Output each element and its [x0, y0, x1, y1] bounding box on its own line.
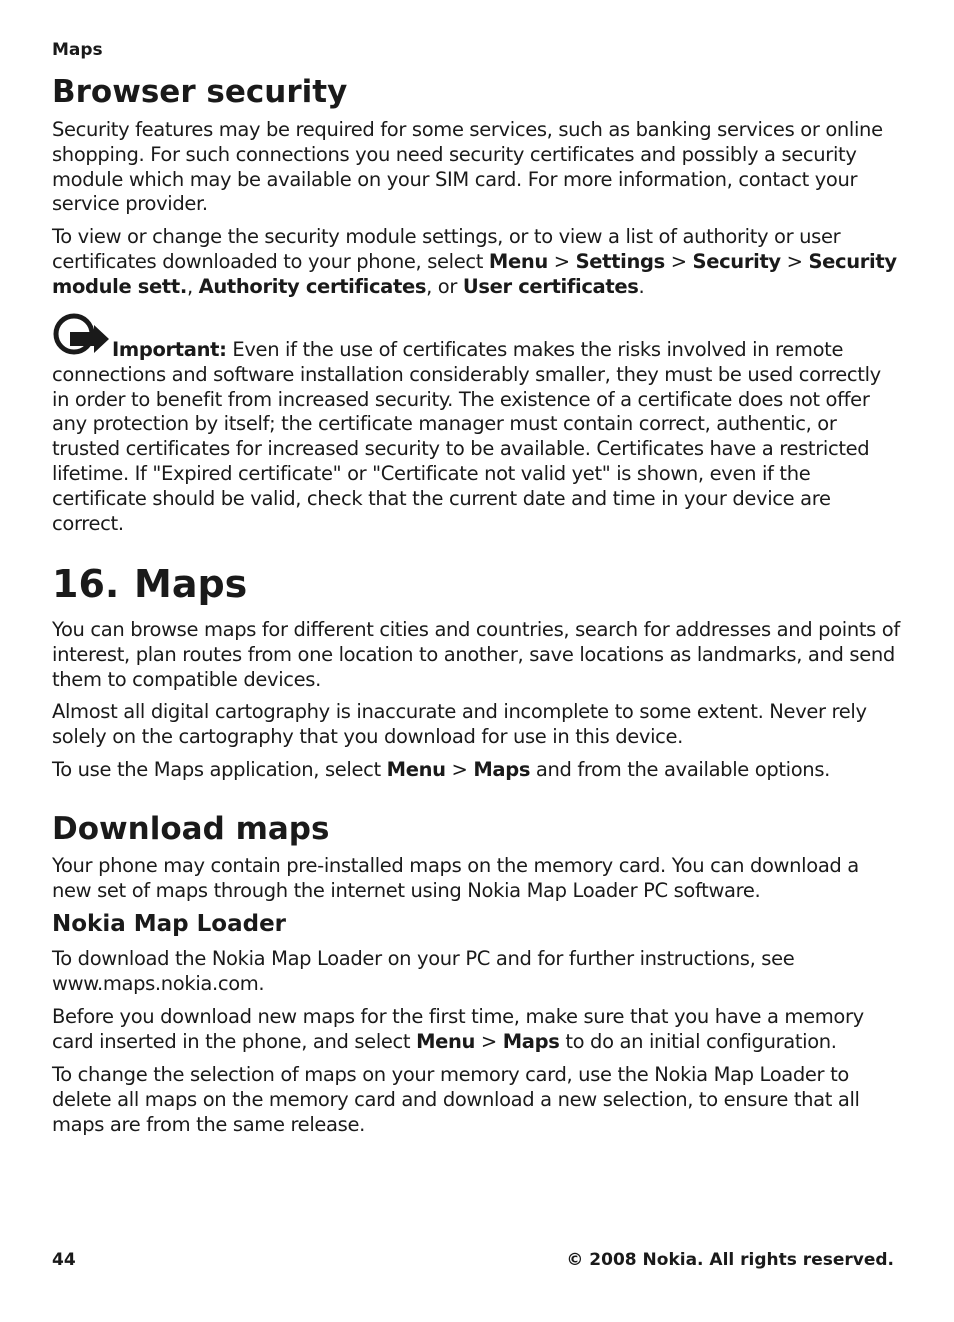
important-label: Important:: [112, 338, 227, 361]
section-heading-browser-security: Browser security: [52, 74, 348, 110]
important-note: Important: Even if the use of certificates makes the risks involved in remote connections and software installation considerably smaller, they must be used correctly in order to benefit from increased security. The existence of a certificate does not offer any protection by itself; the certificate manager must contain correct, authentic, or trusted certificates for increased security to be available. Certificates have a restricted lifetime. If "Expired certificate" or "Certificate not valid yet" is shown, even if the certificate should be valid, check that the current date and time in your device are correct.: [52, 338, 881, 535]
chapter-name: Maps: [134, 562, 248, 606]
chapter-number: 16.: [52, 562, 120, 606]
map-loader-paragraph-1: To download the Nokia Map Loader on your PC and for further instructions, see www.maps.nokia.com.: [52, 947, 795, 995]
maps-paragraph-2: Almost all digital cartography is inaccurate and incomplete to some extent. Never rely solely on the cartography that you download for use in this device.: [52, 700, 867, 748]
map-loader-paragraph-2: Before you download new maps for the first time, make sure that you have a memory card inserted in the phone, and select Menu > Maps to do an initial configuration.: [52, 1005, 864, 1053]
maps-paragraph-3: To use the Maps application, select Menu > Maps and from the available options.: [52, 758, 830, 781]
map-loader-paragraph-3: To change the selection of maps on your memory card, use the Nokia Map Loader to delete all maps on the memory card and download a new selection, to ensure that all maps are from the same release.: [52, 1063, 860, 1136]
subheading-nokia-map-loader: Nokia Map Loader: [52, 911, 287, 937]
running-head: Maps: [52, 40, 103, 60]
maps-paragraph-1: You can browse maps for different cities and countries, search for addresses and points of interest, plan routes from one location to another, save locations as landmarks, and send them to compatible devices.: [52, 618, 900, 691]
download-maps-paragraph-1: Your phone may contain pre-installed maps on the memory card. You can download a new set of maps through the internet using Nokia Map Loader PC software.: [52, 854, 859, 902]
section-heading-download-maps: Download maps: [52, 811, 330, 847]
browser-security-paragraph-2: To view or change the security module settings, or to view a list of authority or user certificates downloaded to your phone, select Menu > Settings > Security > Security module sett., Authority certificates, or User certificates.: [52, 225, 897, 298]
browser-security-paragraph-1: Security features may be required for some services, such as banking services or online shopping. For such connections you need security certificates and possibly a security module which may be available on your SIM card. For more information, contact your service provider.: [52, 118, 883, 216]
chapter-title: [52, 561, 902, 607]
page-number: 44: [52, 1250, 76, 1270]
copyright-notice: © 2008 Nokia. All rights reserved.: [566, 1250, 894, 1270]
